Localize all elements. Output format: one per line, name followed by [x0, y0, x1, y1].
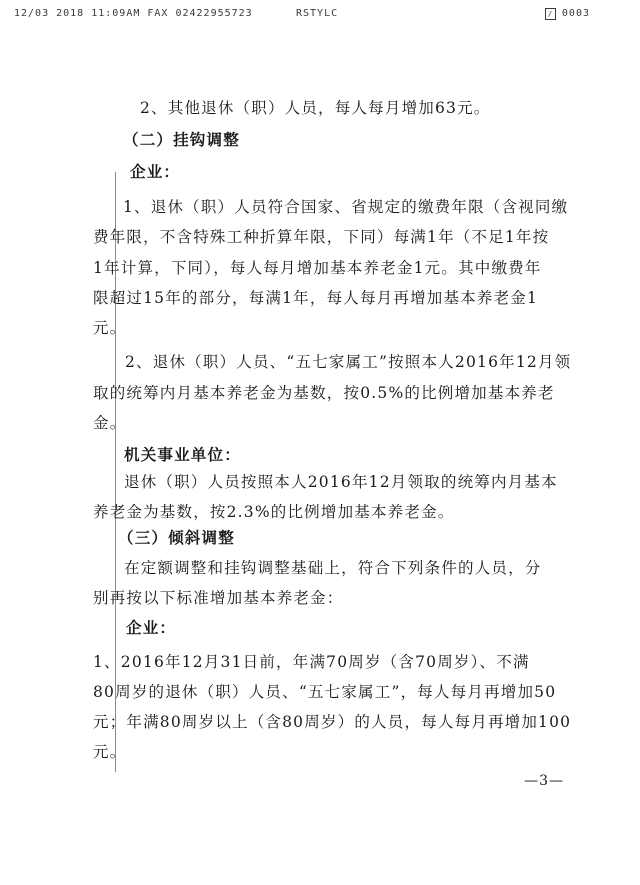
fax-checkbox-icon: / — [545, 8, 556, 20]
paragraph-line: 退休（职）人员按照本人2016年12月领取的统筹内月基本 — [124, 473, 558, 491]
paragraph-line: 金。 — [93, 414, 127, 432]
section-heading: （三）倾斜调整 — [118, 529, 235, 547]
page-number: —3— — [524, 773, 564, 789]
paragraph-line: 80周岁的退休（职）人员、“五七家属工”，每人每月再增加50 — [93, 683, 557, 701]
paragraph-line: 2、退休（职）人员、“五七家属工”按照本人2016年12月领 — [125, 353, 572, 371]
paragraph-line: 别再按以下标准增加基本养老金： — [93, 589, 344, 607]
paragraph-line: 在定额调整和挂钩调整基础上，符合下列条件的人员，分 — [124, 559, 542, 577]
paragraph-line: 元。 — [93, 319, 127, 337]
paragraph-line: 养老金为基数，按2.3%的比例增加基本养老金。 — [93, 503, 455, 521]
subsection-heading: 企业： — [126, 619, 177, 637]
paragraph-line: 1年计算，下同），每人每月增加基本养老金1元。其中缴费年 — [93, 259, 542, 277]
fax-sender: RSTYLC — [296, 8, 339, 19]
paragraph-line: 1、退休（职）人员符合国家、省规定的缴费年限（含视同缴 — [123, 198, 569, 216]
paragraph-line: 元。 — [93, 743, 127, 761]
paragraph-line: 费年限，不含特殊工种折算年限，下同）每满1年（不足1年按 — [93, 228, 550, 246]
paragraph-line: 1、2016年12月31日前，年满70周岁（含70周岁）、不满 — [93, 653, 530, 671]
fax-datetime: 12/03 2018 11:09AM FAX 02422955723 — [14, 8, 253, 19]
subsection-heading: 企业： — [130, 163, 181, 181]
subsection-heading: 机关事业单位： — [124, 446, 241, 464]
paragraph-line: 元；年满80周岁以上（含80周岁）的人员，每人每月再增加100 — [93, 713, 572, 731]
fax-page-code: 0003 — [561, 8, 590, 19]
paragraph-line: 2、其他退休（职）人员，每人每月增加63元。 — [140, 99, 491, 117]
section-heading: （二）挂钩调整 — [123, 131, 240, 149]
paragraph-line: 取的统筹内月基本养老金为基数，按0.5%的比例增加基本养老 — [93, 384, 555, 402]
paragraph-line: 限超过15年的部分，每满1年，每人每月再增加基本养老金1 — [93, 289, 539, 307]
